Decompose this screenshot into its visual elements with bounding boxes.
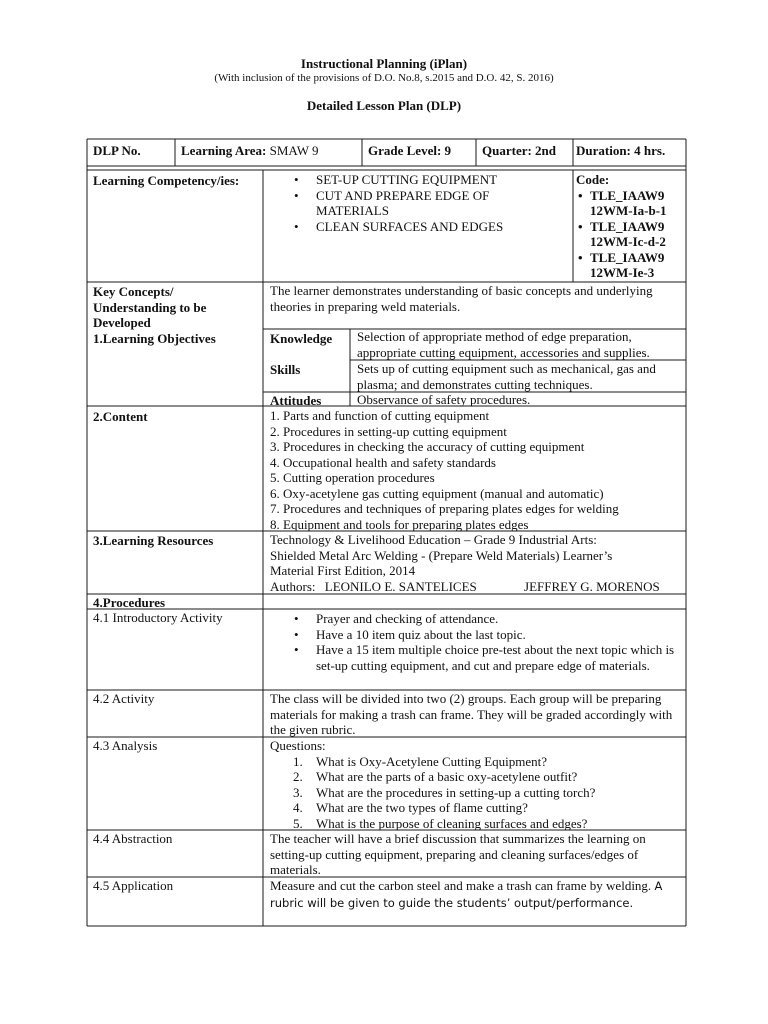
application-text-rubric: A rubric will be given to guide the students’ output/performance. [270,879,663,910]
content-item: 3. Procedures in checking the accuracy of cutting equipment [270,439,585,454]
code-label: Code: [576,172,610,187]
dlp-no-label: DLP No. [93,143,141,158]
analysis-label: 4.3 Analysis [93,738,158,753]
content-item: 1. Parts and function of cutting equipment [270,408,490,423]
document-title: Instructional Planning (iPlan) [300,56,468,71]
competency-item: • CLEAN SURFACES AND EDGES [290,219,560,235]
analysis-intro: Questions: [270,738,326,753]
attitudes-label: Attitudes [270,393,322,408]
content-item: 2. Procedures in setting-up cutting equipment [270,423,507,439]
code-item: • TLE_IAAW9 12WM-Ic-d-2 [576,219,680,250]
key-concepts-label: Key Concepts/ Understanding to be Developed [93,284,207,330]
abstraction-text: The teacher will have a brief discussion that summarizes the learning on setting-up cutting equipment, preparing and cleaning surfaces/edges of materials. [270,831,646,877]
intro-activity-item: • Have a 15 item multiple choice pre-test about the next topic which is set-up cutting equipment, and cut and prepare edge of materials. [290,642,682,673]
analysis-question: 2. What are the parts of a basic oxy-acetylene outfit? [293,769,578,784]
authors-label: Authors: [270,578,316,594]
skills-text: Sets up of cutting equipment such as mechanical, gas and plasma; and demonstrates cutting techniques. [357,361,656,392]
grade-level: Grade Level: 9 [368,143,452,158]
author-name: JEFFREY G. MORENOS [524,578,660,594]
content-item: 7. Procedures and techniques of preparing plates edges for welding [270,501,619,516]
resources-line: Shielded Metal Arc Welding - (Prepare Weld Materials) Learner’s [270,547,613,563]
application-text [270,878,682,911]
intro-activity-label: 4.1 Introductory Activity [93,610,223,625]
quarter: Quarter: 2nd [482,143,557,158]
content-item: 4. Occupational health and safety standards [270,454,496,470]
content-item: 8. Equipment and tools for preparing plates edges [270,516,529,532]
competency-list [290,172,560,234]
duration: Duration: 4 hrs. [576,143,666,158]
content-item: 6. Oxy-acetylene gas cutting equipment (manual and automatic) [270,485,604,501]
resources-line: Material First Edition, 2014 [270,563,416,578]
activity-label: 4.2 Activity [93,691,155,706]
resources-label: 3.Learning Resources [93,533,214,548]
analysis-block [270,738,682,831]
activity-text: The class will be divided into two (2) groups. Each group will be preparing materials for making a trash can frame. They will be graded accordingly with the given rubric. [270,691,673,737]
analysis-question: 3. What are the procedures in setting-up a cutting torch? [293,784,596,800]
key-concepts-text: The learner demonstrates understanding of basic concepts and underlying theories in preparing weld materials. [270,283,653,314]
author-name: LEONILO E. SANTELICES [324,578,477,594]
analysis-question: 1. What is Oxy-Acetylene Cutting Equipment? [293,753,548,769]
code-item: • TLE_IAAW9 12WM-Ia-b-1 [576,188,680,219]
document-subtitle: (With inclusion of the provisions of D.O. No.8, s.2015 and D.O. 42, S. 2016) [214,72,554,84]
attitudes-text: Observance of safety procedures. [357,392,531,407]
code-item: • TLE_IAAW9 12WM-Ie-3 [576,250,680,281]
learning-area-value: SMAW 9 [269,143,319,158]
code-block [576,172,680,281]
competency-label: Learning Competency/ies: [93,173,240,188]
document-type: Detailed Lesson Plan (DLP) [306,98,462,113]
resources-line: Technology & Livelihood Education – Grade 9 Industrial Arts: [270,532,597,547]
application-text-main: Measure and cut the carbon steel and make a trash can frame by welding. [270,878,652,893]
intro-activity-item: • Prayer and checking of attendance. [290,611,682,627]
procedures-label: 4.Procedures [93,595,166,610]
learning-area [181,143,319,159]
intro-activity-item: • Have a 10 item quiz about the last topic. [290,627,682,643]
application-label: 4.5 Application [93,878,174,893]
resources-authors [270,579,684,595]
content-item: 5. Cutting operation procedures [270,470,435,485]
learning-area-label: Learning Area: [181,143,267,158]
objectives-label: 1.Learning Objectives [93,331,216,346]
competency-item: • CUT AND PREPARE EDGE OF MATERIALS [290,188,560,219]
knowledge-label: Knowledge [270,331,333,346]
analysis-question: 4. What are the two types of flame cutting? [293,800,528,815]
skills-label: Skills [270,362,301,377]
competency-item: • SET-UP CUTTING EQUIPMENT [290,172,560,188]
intro-activity-list [290,611,682,673]
analysis-question: 5. What is the purpose of cleaning surfaces and edges? [293,815,588,831]
content-list [270,408,684,532]
abstraction-label: 4.4 Abstraction [93,831,173,846]
content-label: 2.Content [93,409,148,424]
knowledge-text: Selection of appropriate method of edge preparation, appropriate cutting equipment, accessories and supplies. [357,329,650,360]
resources-text [270,532,684,594]
